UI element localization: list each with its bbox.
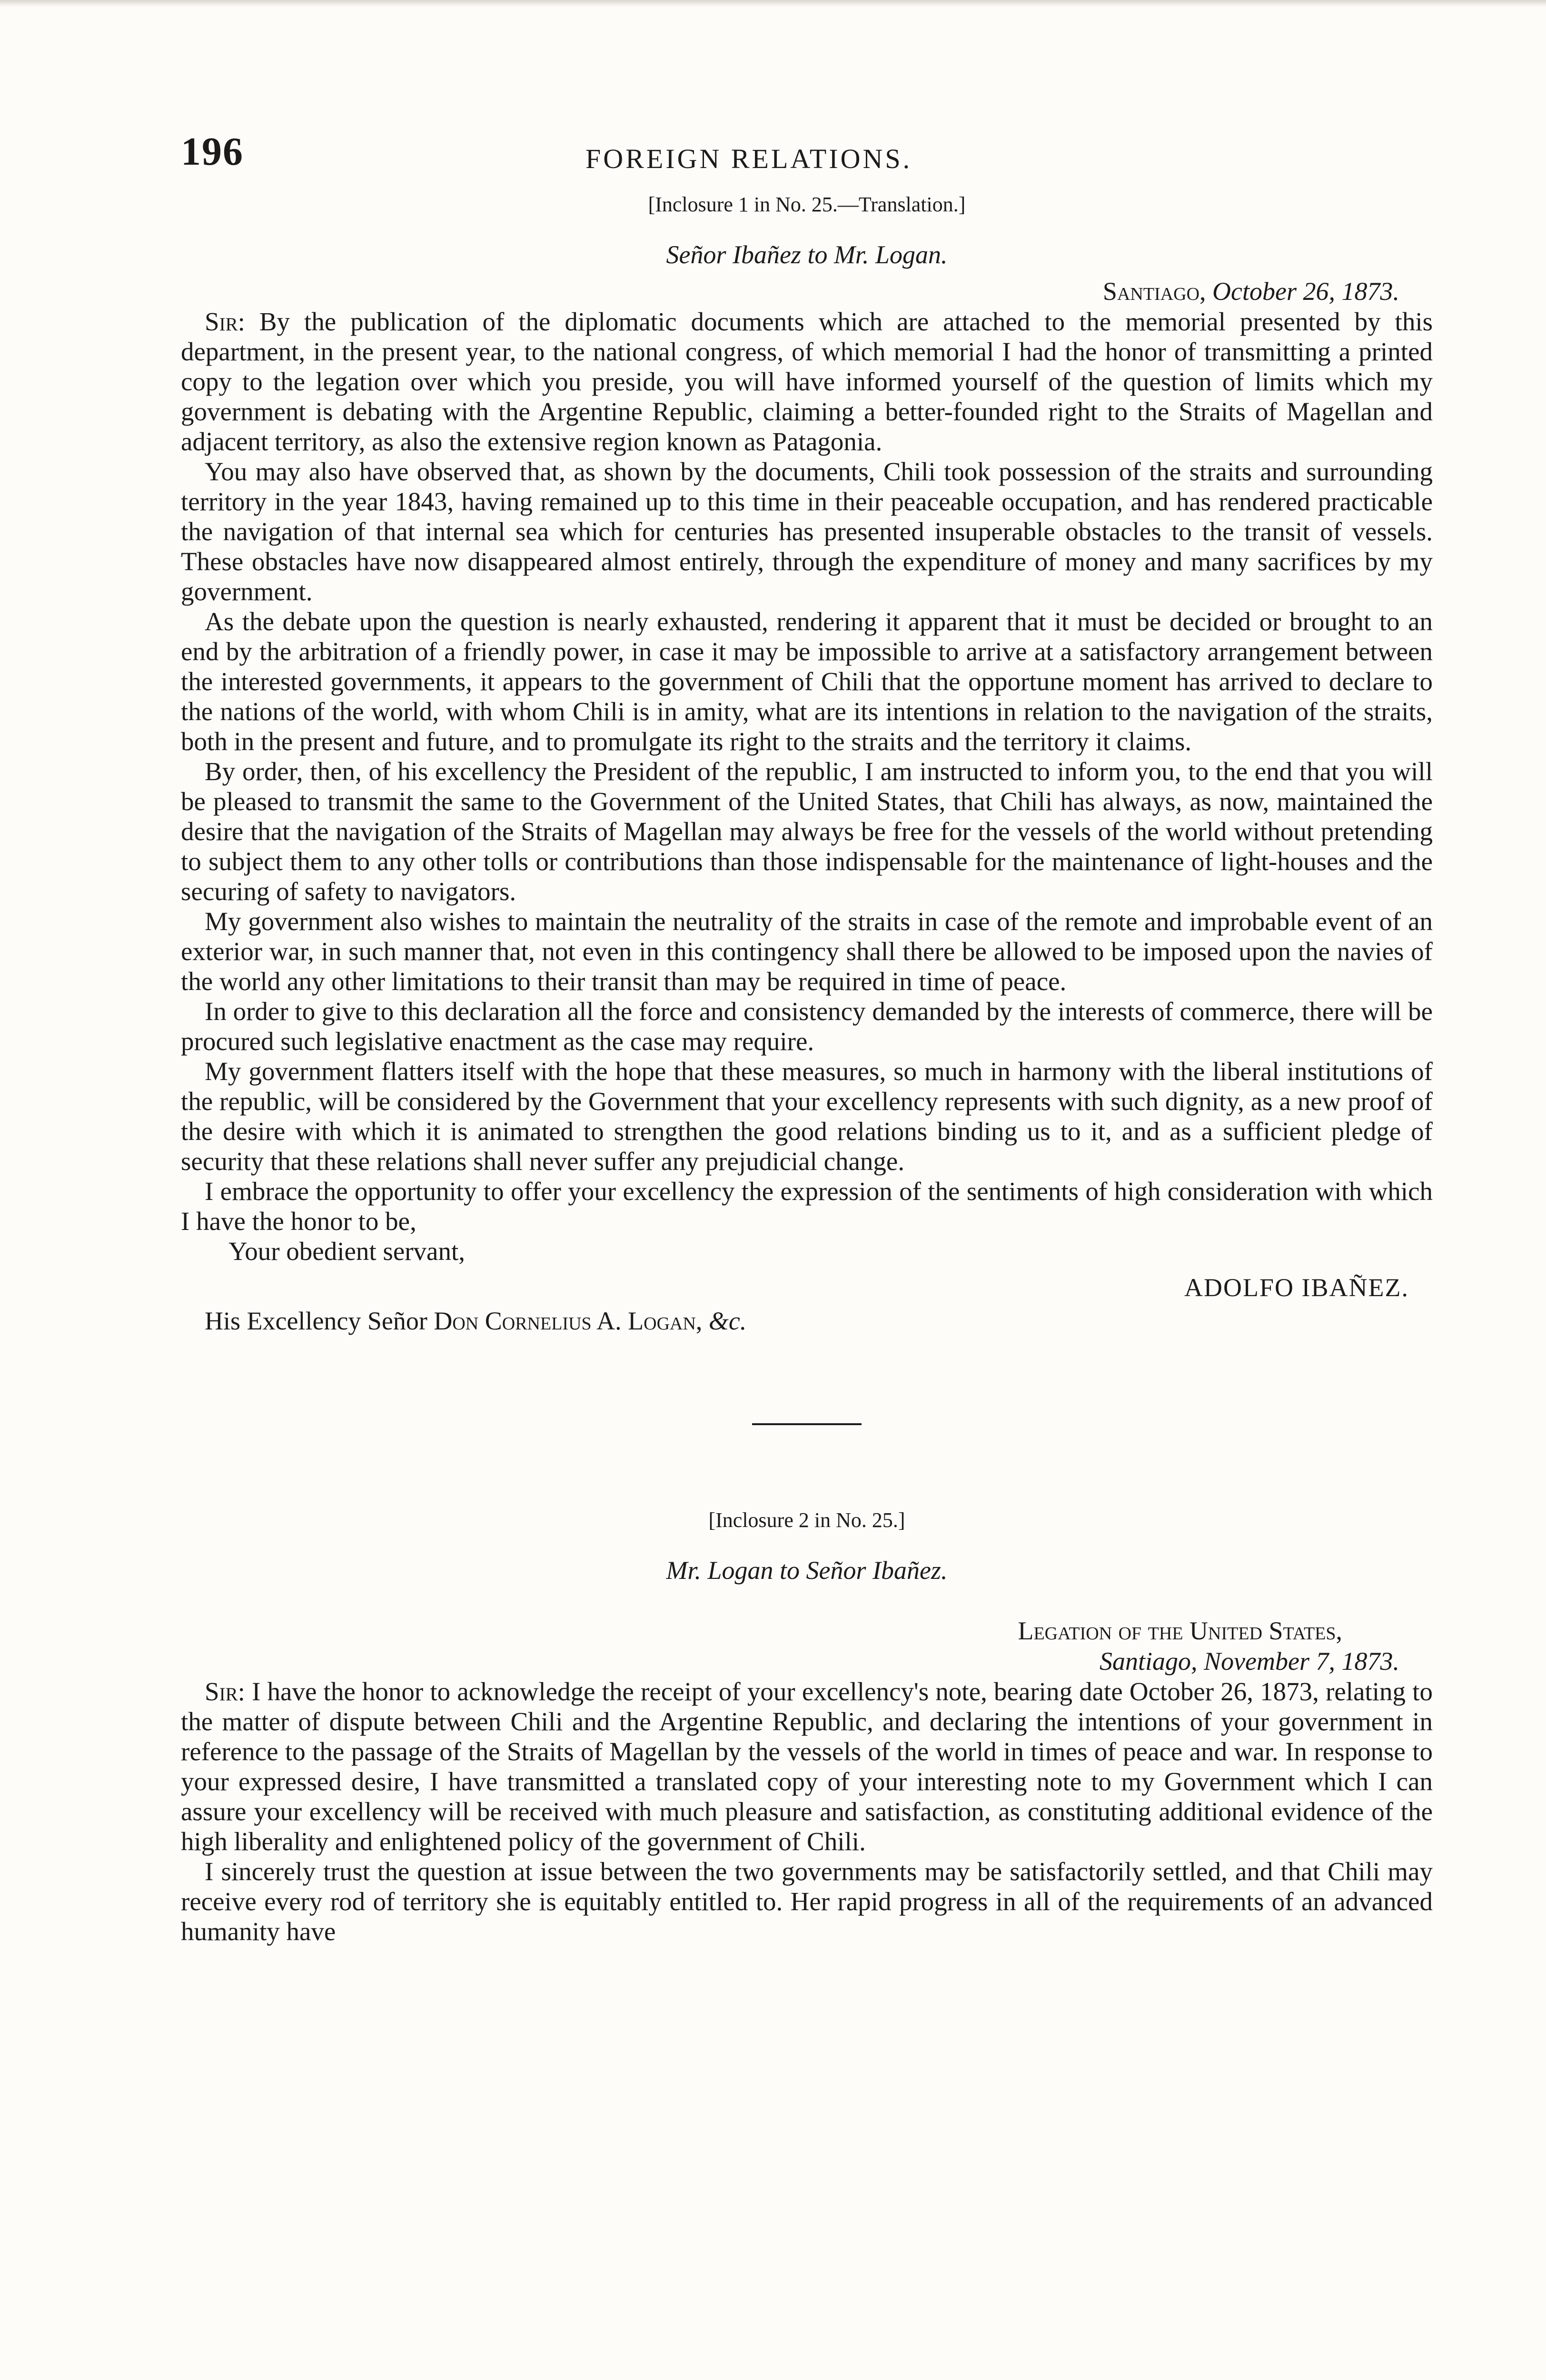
addressee-prefix: His Excellency Señor xyxy=(205,1307,427,1335)
paragraph-text: I have the honor to acknowledge the receipt of your excellency's note, bearing date October 26, 1873, relating to the matter of dispute between Chili and the Argentine Republic, and declaring the intentions of your government in reference to the passage of the Straits of Magellan by the vessels of the world in times of peace and war. In response to your expressed desire, I have transmitted a translated copy of your interesting note to my Government which I can assure your excellency will be received with much pleasure and satisfaction, as constituting additional evidence of the high liberality and enlightened policy of the government of Chili. xyxy=(181,1677,1433,1856)
page-top-edge xyxy=(0,0,1546,7)
dateline-date: October 26, 1873. xyxy=(1212,277,1399,306)
paragraph-text: By the publication of the diplomatic documents which are attached to the memorial presented by this department, in the present year, to the national congress, of which memorial I had the honor of transmitting a printed copy to the legation over which you preside, you will have informed yourself of the question of limits which my government is debating with the Argentine Republic, claiming a better-founded right to the Straits of Magellan and adjacent territory, as also the extensive region known as Patagonia. xyxy=(181,307,1433,456)
paragraph: I embrace the opportunity to offer your excellency the expression of the sentiments of high consideration with which I have the honor to be, xyxy=(181,1177,1433,1236)
signature: ADOLFO IBAÑEZ. xyxy=(1184,1273,1409,1302)
paragraph: In order to give to this declaration all the force and consistency demanded by the interests of commerce, there will be procured such legislative enactment as the case may require. xyxy=(181,997,1433,1056)
paragraph: You may also have observed that, as shown by the documents, Chili took possession of the straits and surrounding territory in the year 1843, having remained up to this time in their peaceable occupation, and has rendered practicable the navigation of that internal sea which for centuries has presented insuperable obstacles to the transit of vessels. These obstacles have now disappeared almost entirely, through the expenditure of money and many sacrifices by my government. xyxy=(181,457,1433,606)
salutation: Sir: xyxy=(205,307,245,336)
section-divider xyxy=(752,1423,862,1425)
closing: Your obedient servant, xyxy=(228,1237,465,1266)
running-head: FOREIGN RELATIONS. xyxy=(585,143,912,174)
addressee-suffix: &c. xyxy=(708,1307,747,1335)
paragraph: I sincerely trust the question at issue between the two governments may be satisfactorily settled, and that Chili may receive every rod of territory she is equitably entitled to. Her rapid progress in all of the requirements of an advanced humanity have xyxy=(181,1857,1433,1946)
page-header xyxy=(181,114,1433,186)
dateline-legation: Legation of the United States, xyxy=(1018,1616,1342,1645)
letter-title-1: Señor Ibañez to Mr. Logan. xyxy=(666,240,948,269)
dateline-2 xyxy=(181,1616,1433,1676)
paragraph: My government also wishes to maintain the neutrality of the straits in case of the remote and improbable event of an exterior war, in such manner that, not even in this contingency shall there be allowed to be imposed upon the navies of the world any other limitations to their transit than may be required in time of peace. xyxy=(181,907,1433,996)
addressee-name: Don Cornelius A. Logan, xyxy=(434,1307,703,1335)
dateline-place: Santiago, xyxy=(1102,277,1206,306)
letter-title-2: Mr. Logan to Señor Ibañez. xyxy=(666,1556,948,1585)
salutation: Sir: xyxy=(205,1677,245,1706)
inclosure-label-1: [Inclosure 1 in No. 25.—Translation.] xyxy=(648,193,966,216)
inclosure-label-2: [Inclosure 2 in No. 25.] xyxy=(708,1508,905,1532)
addressee xyxy=(181,1304,1433,1338)
page-number: 196 xyxy=(181,129,244,174)
paragraph: By order, then, of his excellency the President of the republic, I am instructed to inform you, to the end that you will be pleased to transmit the same to the Government of the United States, that Chili has always, as now, maintained the desire that the navigation of the Straits of Magellan may always be free for the vessels of the world without pretending to subject them to any other tolls or contributions than those indispensable for the maintenance of light-houses and the securing of safety to navigators. xyxy=(181,757,1433,906)
dateline-place-date: Santiago, November 7, 1873. xyxy=(1100,1647,1399,1676)
paragraph xyxy=(181,1676,1433,1856)
document-page xyxy=(181,114,1433,1946)
paragraph: My government flatters itself with the hope that these measures, so much in harmony with the liberal institutions of the republic, will be considered by the Government that your excellency represents with such dignity, as a new proof of the desire with which it is animated to strengthen the good relations binding us to it, and as a sufficient pledge of security that these relations shall never suffer any prejudicial change. xyxy=(181,1057,1433,1176)
paragraph: As the debate upon the question is nearly exhausted, rendering it apparent that it must be decided or brought to an end by the arbitration of a friendly power, in case it may be impossible to arrive at a satisfactory arrangement between the interested governments, it appears to the government of Chili that the opportune moment has arrived to declare to the nations of the world, with whom Chili is in amity, what are its intentions in relation to the navigation of the straits, both in the present and future, and to promulgate its right to the straits and the territory it claims. xyxy=(181,607,1433,756)
dateline-1 xyxy=(181,276,1433,307)
paragraph xyxy=(181,307,1433,456)
